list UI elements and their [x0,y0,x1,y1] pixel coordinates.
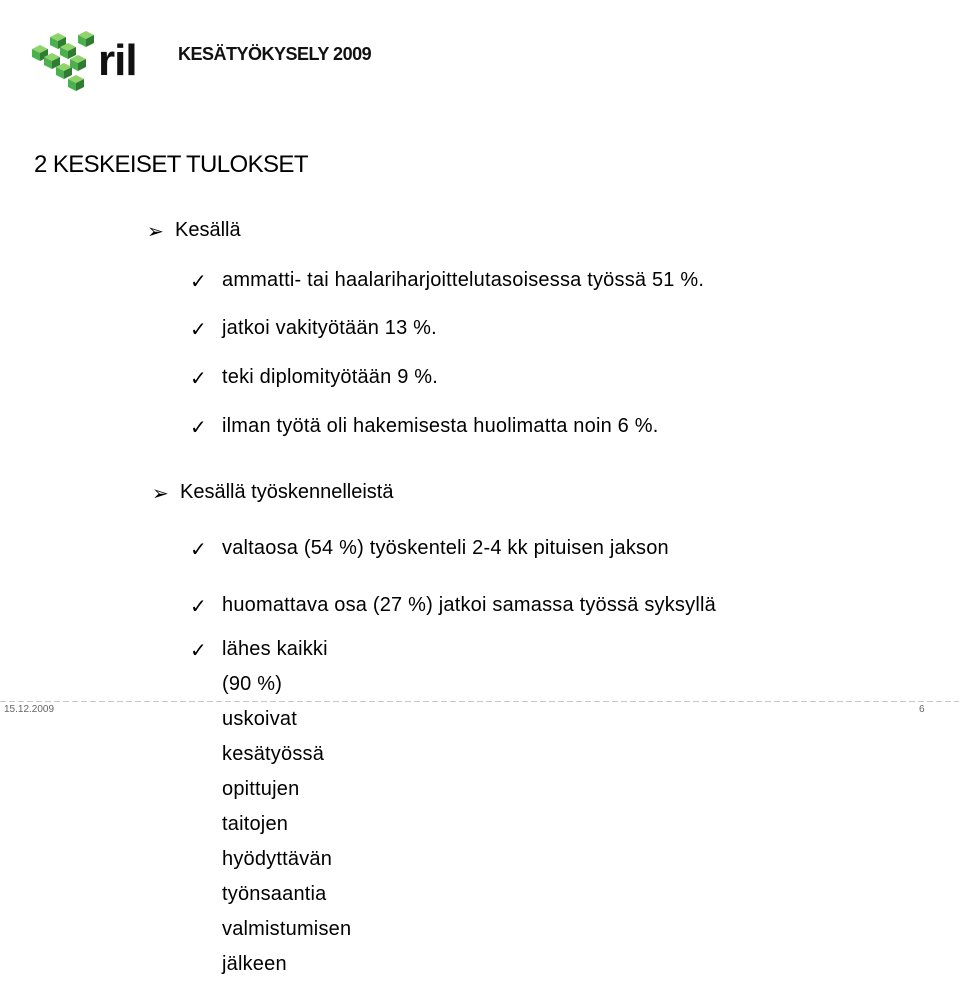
arrow-bullet-icon: ➢ [152,483,169,505]
group-label: Kesällä [175,219,241,241]
survey-title: KESÄTYÖKYSELY 2009 [178,44,372,64]
logo-cubes [32,31,94,91]
checkmark-icon: ✓ [190,368,207,390]
section-heading: 2 KESKEISET TULOKSET [34,151,308,178]
checkmark-icon: ✓ [190,417,207,439]
group-label: Kesällä työskennelleistä [180,481,394,503]
arrow-bullet-icon: ➢ [147,221,164,243]
checkmark-icon: ✓ [190,271,207,293]
logo-wordmark: ril [98,36,137,85]
footer-date: 15.12.2009 [4,704,55,715]
footer-divider [0,701,959,702]
checkmark-icon: ✓ [190,319,207,341]
ril-logo [30,27,160,97]
checkmark-icon: ✓ [190,640,207,662]
checkmark-icon: ✓ [190,539,207,561]
page-number: 6 [919,704,925,715]
checkmark-icon: ✓ [190,596,207,618]
